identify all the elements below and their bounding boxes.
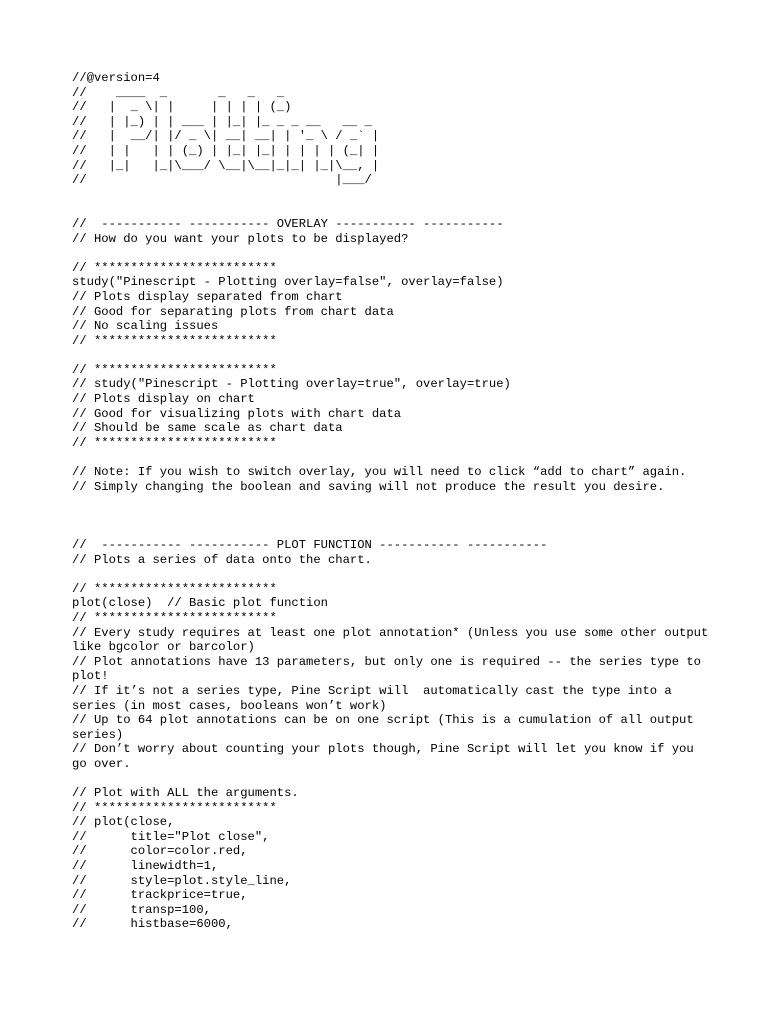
code-line: // | |_) | | ___ | |_| |_ _ _ __ __ _	[72, 114, 372, 129]
code-line: // No scaling issues	[72, 319, 219, 334]
code-line: // title="Plot close",	[72, 829, 270, 844]
code-line	[72, 523, 712, 538]
code-line: // | | | | (_) | |_| |_| | | | | (_| |	[72, 143, 380, 158]
code-line: // Simply changing the boolean and saving will not produce the result you desire.	[72, 479, 665, 494]
code-document	[72, 71, 716, 932]
code-line: // Note: If you wish to switch overlay, you will need to click “add to chart” again.	[72, 465, 687, 480]
code-line: // *************************	[72, 362, 277, 377]
code-line: // Should be same scale as chart data	[72, 421, 343, 436]
code-line: // color=color.red,	[72, 844, 248, 859]
code-line: // *************************	[72, 333, 277, 348]
code-line	[72, 494, 712, 509]
code-line: study("Pinescript - Plotting overlay=false", overlay=false)	[72, 275, 504, 290]
code-line: plot(close) // Basic plot function	[72, 596, 328, 611]
code-line: // |___/	[72, 173, 372, 188]
code-line: // Plots display on chart	[72, 392, 255, 407]
code-line	[72, 567, 712, 582]
code-line: // | _ \| | | | | | (_)	[72, 100, 292, 115]
code-line: // If it’s not a series type, Pine Script will automatically cast the type into a series (in most cases, booleans won’t work)	[72, 683, 680, 713]
code-line: // Plot with ALL the arguments.	[72, 786, 299, 801]
code-line: // | __/| |/ _ \| __| __| | '_ \ / _` |	[72, 129, 380, 144]
code-line: // Up to 64 plot annotations can be on one script (This is a cumulation of all output series)	[72, 713, 701, 742]
code-line	[72, 450, 712, 465]
code-line: // ____ _ _ _ _	[72, 85, 285, 100]
code-line	[72, 509, 712, 524]
code-line: // Good for separating plots from chart data	[72, 304, 394, 319]
code-line: // trackprice=true,	[72, 888, 248, 903]
code-line: // Plots display separated from chart	[72, 289, 343, 304]
code-line	[72, 772, 712, 787]
code-line: // Every study requires at least one plot annotation* (Unless you use some other output like bgcolor or barcolor)	[72, 625, 716, 655]
code-line: // How do you want your plots to be displayed?	[72, 231, 409, 246]
code-line: // ----------- ----------- PLOT FUNCTION ----------- -----------	[72, 538, 548, 552]
code-line: // *************************	[72, 435, 277, 450]
code-line: // |_| |_|\___/ \__|\__|_|_| |_|\__, |	[72, 158, 380, 173]
code-line: // ----------- ----------- OVERLAY ----------- -----------	[72, 216, 504, 231]
code-line: // histbase=6000,	[72, 917, 233, 932]
code-line: // transp=100,	[72, 902, 211, 917]
code-line: // style=plot.style_line,	[72, 873, 292, 888]
code-line	[72, 202, 712, 217]
code-line: // linewidth=1,	[72, 859, 219, 874]
code-line: // Don’t worry about counting your plots though, Pine Script will let you know if you go over.	[72, 742, 701, 771]
code-line: // *************************	[72, 581, 277, 596]
code-line: // Plot annotations have 13 parameters, but only one is required -- the series type to plot!	[72, 654, 709, 684]
code-line: //@version=4	[72, 71, 160, 85]
code-line: // Good for visualizing plots with chart data	[72, 406, 402, 421]
code-line: // study("Pinescript - Plotting overlay=true", overlay=true)	[72, 377, 511, 392]
code-line	[72, 246, 712, 261]
code-line	[72, 348, 712, 363]
code-line: // *************************	[72, 610, 277, 625]
code-line: // *************************	[72, 260, 277, 275]
code-line	[72, 188, 712, 203]
code-line: // plot(close,	[72, 815, 175, 830]
code-line: // *************************	[72, 800, 277, 815]
code-line: // Plots a series of data onto the chart.	[72, 552, 372, 567]
